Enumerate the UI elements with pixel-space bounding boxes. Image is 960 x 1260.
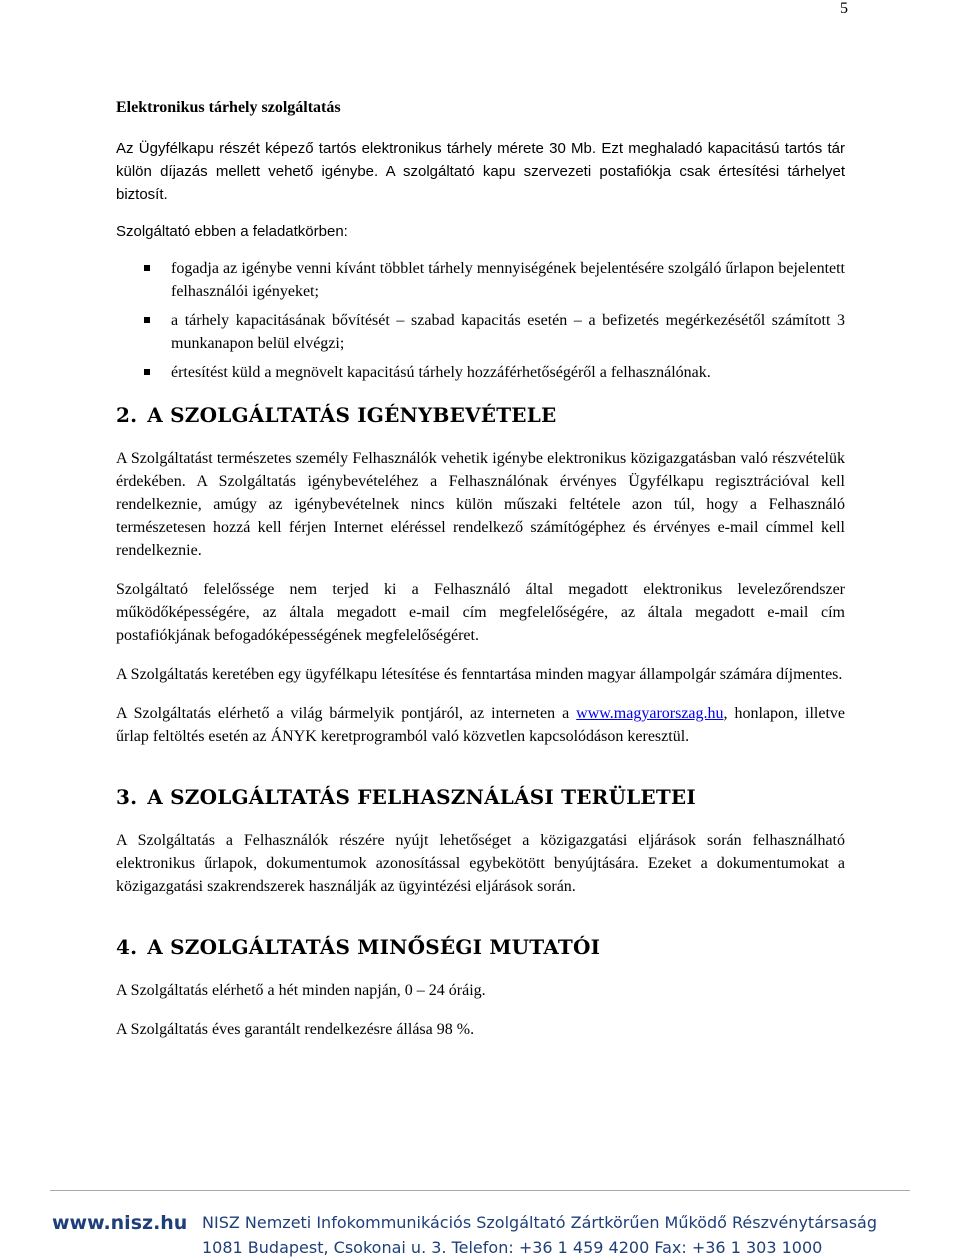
section-3-title: A SZOLGÁLTATÁS FELHASZNÁLÁSI TERÜLETEI bbox=[147, 785, 696, 809]
footer-company-address: 1081 Budapest, Csokonai u. 3. Telefon: +36 1 459 4200 Fax: +36 1 303 1000 bbox=[202, 1238, 823, 1257]
section-2-number: 2. bbox=[116, 403, 138, 427]
list-item-text: fogadja az igénybe venni kívánt többlet tárhely mennyiségének bejelentésére szolgáló űrlapon bejelentett felhasználói igényeket; bbox=[171, 260, 845, 300]
footer-website: www.nisz.hu bbox=[52, 1212, 188, 1234]
section-4-heading bbox=[116, 936, 845, 959]
section-2-paragraph-1: A Szolgáltatást természetes személy Felhasználók vehetik igénybe elektronikus közigazgatásban való részvételük érdekében. A Szolgáltatás igénybevételéhez a Felhasználónak érvényes Ügyfélkapu regisztrációval kell rendelkeznie, amúgy az igénybevételnek nincs külön műszaki feltétele azon túl, hogy a Felhasználó természetesen hozzá kell férjen Internet eléréssel rendelkező számítógéphez és érvényes e-mail címmel kell rendelkeznie. bbox=[116, 450, 845, 559]
list-item-text: a tárhely kapacitásának bővítését – szabad kapacitás esetén – a befizetés megérkezésétől számított 3 munkanapon belül elvégzi; bbox=[171, 312, 845, 352]
paragraph-text: , honlapon, illetve űrlap feltöltés esetén az ÁNYK keretprogramból való közvetlen kapcsolódáson keresztül. bbox=[116, 705, 845, 745]
list-item bbox=[116, 361, 845, 384]
section-4-number: 4. bbox=[116, 935, 138, 959]
magyarorszag-link[interactable]: www.magyarorszag.hu bbox=[576, 705, 724, 722]
footer-company-name: NISZ Nemzeti Infokommunikációs Szolgáltató Zártkörűen Működő Részvénytársaság bbox=[202, 1213, 878, 1232]
storage-section-title: Elektronikus tárhely szolgáltatás bbox=[116, 99, 341, 116]
list-item bbox=[116, 309, 845, 355]
section-2-title: A SZOLGÁLTATÁS IGÉNYBEVÉTELE bbox=[147, 403, 557, 427]
storage-bullet-list bbox=[116, 257, 845, 384]
section-4-title: A SZOLGÁLTATÁS MINŐSÉGI MUTATÓI bbox=[147, 935, 601, 959]
section-2-paragraph-2: Szolgáltató felelőssége nem terjed ki a Felhasználó által megadott elektronikus levelezőrendszer működőképességére, az általa megadott e-mail cím megfelelőségére, az általa megadott e-mail cím postafiókjának befogadóképességének megfelelőségéret. bbox=[116, 581, 845, 644]
square-bullet-icon bbox=[144, 369, 150, 375]
section-2-paragraph-3: A Szolgáltatás keretében egy ügyfélkapu létesítése és fenntartása minden magyar állampolgár számára díjmentes. bbox=[116, 666, 843, 683]
document-body bbox=[116, 96, 845, 1041]
section-3-heading bbox=[116, 786, 845, 809]
section-2-paragraph-4 bbox=[116, 702, 845, 748]
storage-paragraph-1: Az Ügyfélkapu részét képező tartós elektronikus tárhely mérete 30 Mb. Ezt meghaladó kapacitású tartós tár külön díjazás mellett vehető igénybe. A szolgáltató kapu szervezeti postafiókja csak értesítési tárhelyet biztosít. bbox=[116, 140, 845, 203]
section-2-heading bbox=[116, 404, 845, 427]
page-number: 5 bbox=[840, 0, 848, 17]
paragraph-text: A Szolgáltatás elérhető a világ bármelyik pontjáról, az interneten a bbox=[116, 705, 577, 722]
section-3-paragraph-1: A Szolgáltatás a Felhasználók részére nyújt lehetőséget a közigazgatási eljárások során felhasználható elektronikus űrlapok, dokumentumok azonosítással egybekötött benyújtására. Ezeket a dokumentumokat a közigazgatási szakrendszerek használják az ügyintézési eljárások során. bbox=[116, 832, 845, 895]
storage-paragraph-2: Szolgáltató ebben a feladatkörben: bbox=[116, 223, 348, 240]
square-bullet-icon bbox=[144, 265, 150, 271]
square-bullet-icon bbox=[144, 317, 150, 323]
footer-divider bbox=[50, 1190, 910, 1191]
section-4-paragraph-1: A Szolgáltatás elérhető a hét minden napján, 0 – 24 óráig. bbox=[116, 982, 486, 999]
section-4-paragraph-2: A Szolgáltatás éves garantált rendelkezésre állása 98 %. bbox=[116, 1021, 475, 1038]
list-item bbox=[116, 257, 845, 303]
section-3-number: 3. bbox=[116, 785, 138, 809]
footer-company-info bbox=[202, 1210, 902, 1260]
list-item-text: értesítést küld a megnövelt kapacitású tárhely hozzáférhetőségéről a felhasználónak. bbox=[171, 364, 711, 381]
